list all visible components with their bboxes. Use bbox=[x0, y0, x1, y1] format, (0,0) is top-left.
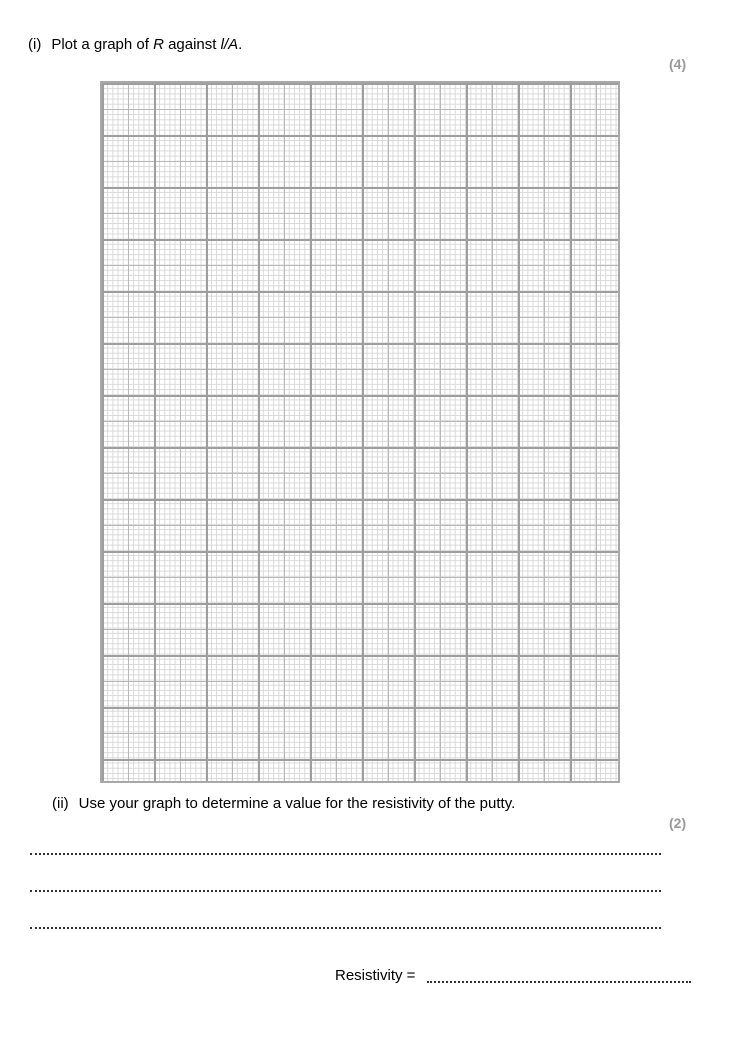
resistivity-answer-row bbox=[335, 967, 691, 985]
question-i-text-prefix: Plot a graph of bbox=[51, 36, 154, 53]
variable-r: R bbox=[153, 36, 164, 53]
answer-line-1[interactable] bbox=[30, 853, 661, 855]
answer-line-2[interactable] bbox=[30, 890, 661, 892]
resistivity-answer-line[interactable] bbox=[427, 981, 691, 983]
marks-ii: (2) bbox=[669, 815, 687, 831]
marks-i: (4) bbox=[669, 56, 687, 72]
question-i-text-suffix: . bbox=[238, 36, 243, 53]
variable-l-over-a: l/A bbox=[220, 36, 239, 53]
question-ii-text: Use your graph to determine a value for the resistivity of the putty. bbox=[78, 795, 516, 812]
question-i-text bbox=[51, 36, 242, 53]
question-i-text-middle: against bbox=[163, 36, 221, 53]
graph-paper-grid[interactable] bbox=[100, 81, 620, 783]
answer-line-3[interactable] bbox=[30, 927, 661, 929]
question-ii bbox=[52, 795, 515, 813]
question-i bbox=[28, 36, 242, 54]
question-i-number: (i) bbox=[28, 36, 42, 53]
question-ii-number: (ii) bbox=[52, 795, 69, 812]
resistivity-label: Resistivity = bbox=[335, 967, 416, 984]
